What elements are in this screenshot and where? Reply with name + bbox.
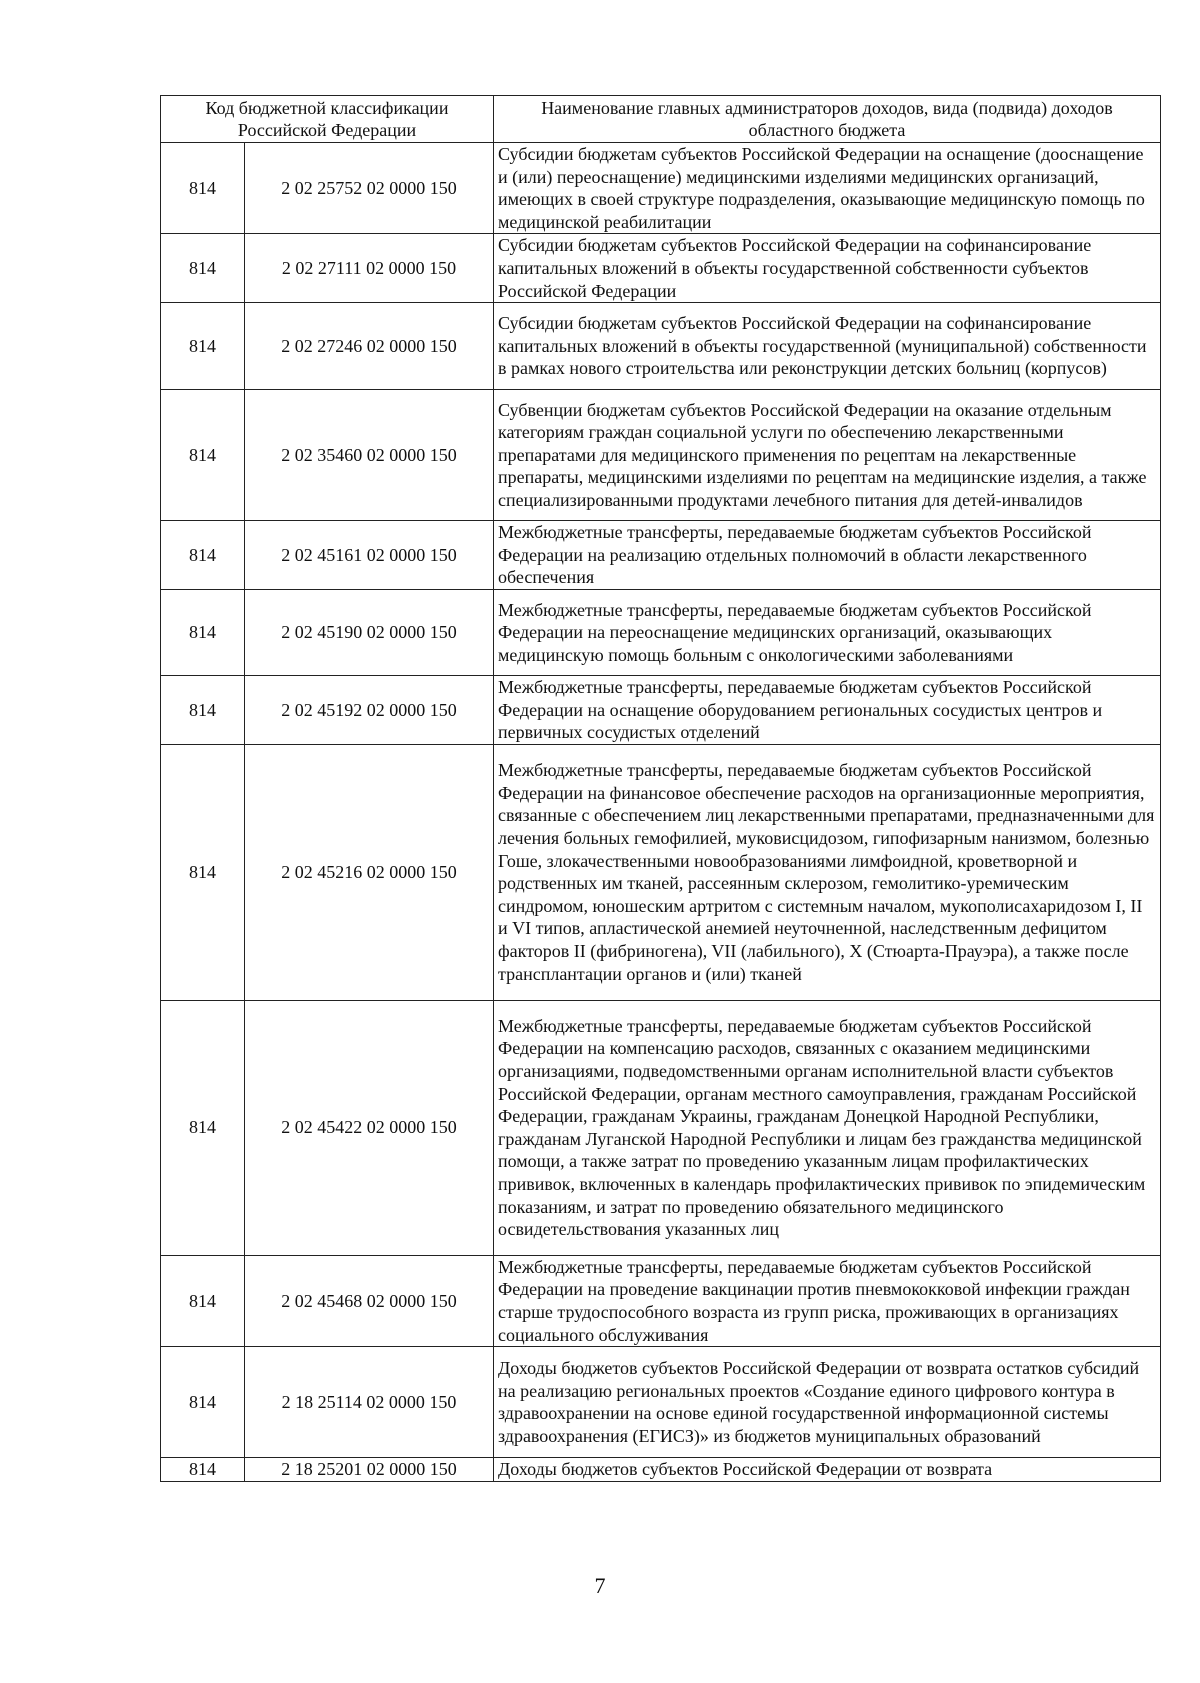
admin-code-cell: 814	[161, 303, 245, 390]
revenue-name-cell: Межбюджетные трансферты, передаваемые бюджетам субъектов Российской Федерации на оснащение оборудованием региональных сосудистых центров и первичных сосудистых отделений	[494, 675, 1161, 744]
table-row	[161, 1347, 1161, 1458]
table-row	[161, 675, 1161, 744]
table-body	[161, 143, 1161, 1482]
revenue-name-cell: Субсидии бюджетам субъектов Российской Федерации на оснащение (дооснащение и (или) переоснащение) медицинскими изделиями медицинских организаций, имеющих в своей структуре подразделения, оказывающие медицинскую помощь по медицинской реабилитации	[494, 143, 1161, 234]
admin-code-cell: 814	[161, 1458, 245, 1482]
admin-code-cell: 814	[161, 1347, 245, 1458]
header-revenue-name: Наименование главных администраторов доходов, вида (подвида) доходов областного бюджета	[494, 96, 1161, 143]
table-header-row	[161, 96, 1161, 143]
budget-code-cell: 2 02 45190 02 0000 150	[245, 589, 494, 675]
revenue-name-cell: Субвенции бюджетам субъектов Российской Федерации на оказание отдельным категориям граждан социальной услуги по обеспечению лекарственными препаратами для медицинского применения по рецептам на лекарственные препараты, медицинскими изделиями по рецептам на медицинские изделия, а также специализированными продуктами лечебного питания для детей-инвалидов	[494, 390, 1161, 521]
revenue-name-cell: Межбюджетные трансферты, передаваемые бюджетам субъектов Российской Федерации на компенсацию расходов, связанных с оказанием медицинскими организациями, подведомственными органам исполнительной власти субъектов Российской Федерации, органам местного самоуправления, гражданам Российской Федерации, гражданам Украины, гражданам Донецкой Народной Республики, гражданам Луганской Народной Республики и лицам без гражданства медицинской помощи, а также затрат по проведению указанным лицам профилактических прививок, включенных в календарь профилактических прививок по эпидемическим показаниям, и затрат по проведению обязательного медицинского освидетельствования указанных лиц	[494, 1000, 1161, 1255]
budget-code-cell: 2 02 27111 02 0000 150	[245, 234, 494, 303]
revenue-name-cell: Межбюджетные трансферты, передаваемые бюджетам субъектов Российской Федерации на переоснащение медицинских организаций, оказывающих медицинскую помощь больным с онкологическими заболеваниями	[494, 589, 1161, 675]
revenue-name-cell: Субсидии бюджетам субъектов Российской Федерации на софинансирование капитальных вложений в объекты государственной собственности субъектов Российской Федерации	[494, 234, 1161, 303]
budget-code-cell: 2 02 45216 02 0000 150	[245, 744, 494, 1000]
budget-code-cell: 2 02 45422 02 0000 150	[245, 1000, 494, 1255]
admin-code-cell: 814	[161, 234, 245, 303]
revenue-name-cell: Субсидии бюджетам субъектов Российской Федерации на софинансирование капитальных вложений в объекты государственной (муниципальной) собственности в рамках нового строительства или реконструкции детских больниц (корпусов)	[494, 303, 1161, 390]
table-row	[161, 1255, 1161, 1346]
admin-code-cell: 814	[161, 589, 245, 675]
revenue-name-cell: Межбюджетные трансферты, передаваемые бюджетам субъектов Российской Федерации на финансовое обеспечение расходов на организационные мероприятия, связанные с обеспечением лиц лекарственными препаратами, предназначенными для лечения больных гемофилией, муковисцидозом, гипофизарным нанизмом, болезнью Гоше, злокачественными новообразованиями лимфоидной, кроветворной и родственных им тканей, рассеянным склерозом, гемолитико-уремическим синдромом, юношеским артритом с системным началом, мукополисахаридозом I, II и VI типов, апластической анемией неуточненной, наследственным дефицитом факторов II (фибриногена), VII (лабильного), X (Стюарта-Прауэра), а также после трансплантации органов и (или) тканей	[494, 744, 1161, 1000]
table-row	[161, 303, 1161, 390]
admin-code-cell: 814	[161, 675, 245, 744]
table-row	[161, 589, 1161, 675]
budget-code-cell: 2 02 25752 02 0000 150	[245, 143, 494, 234]
table-row	[161, 234, 1161, 303]
budget-code-cell: 2 02 45161 02 0000 150	[245, 521, 494, 590]
admin-code-cell: 814	[161, 143, 245, 234]
budget-code-cell: 2 18 25114 02 0000 150	[245, 1347, 494, 1458]
admin-code-cell: 814	[161, 521, 245, 590]
header-budget-code: Код бюджетной классификации Российской Федерации	[161, 96, 494, 143]
admin-code-cell: 814	[161, 744, 245, 1000]
budget-code-cell: 2 02 45192 02 0000 150	[245, 675, 494, 744]
table-row	[161, 1000, 1161, 1255]
budget-classification-table	[160, 95, 1161, 1482]
table-row	[161, 521, 1161, 590]
admin-code-cell: 814	[161, 1000, 245, 1255]
table-row	[161, 390, 1161, 521]
revenue-name-cell: Доходы бюджетов субъектов Российской Федерации от возврата остатков субсидий на реализацию региональных проектов «Создание единого цифрового контура в здравоохранении на основе единой государственной информационной системы здравоохранения (ЕГИСЗ)» из бюджетов муниципальных образований	[494, 1347, 1161, 1458]
table-row	[161, 744, 1161, 1000]
budget-code-cell: 2 02 27246 02 0000 150	[245, 303, 494, 390]
admin-code-cell: 814	[161, 390, 245, 521]
budget-code-cell: 2 02 45468 02 0000 150	[245, 1255, 494, 1346]
table-row	[161, 1458, 1161, 1482]
revenue-name-cell: Доходы бюджетов субъектов Российской Федерации от возврата	[494, 1458, 1161, 1482]
revenue-name-cell: Межбюджетные трансферты, передаваемые бюджетам субъектов Российской Федерации на реализацию отдельных полномочий в области лекарственного обеспечения	[494, 521, 1161, 590]
revenue-name-cell: Межбюджетные трансферты, передаваемые бюджетам субъектов Российской Федерации на проведение вакцинации против пневмококковой инфекции граждан старше трудоспособного возраста из групп риска, проживающих в организациях социального обслуживания	[494, 1255, 1161, 1346]
page-number: 7	[594, 1573, 606, 1598]
table-row	[161, 143, 1161, 234]
admin-code-cell: 814	[161, 1255, 245, 1346]
budget-code-cell: 2 02 35460 02 0000 150	[245, 390, 494, 521]
budget-code-cell: 2 18 25201 02 0000 150	[245, 1458, 494, 1482]
